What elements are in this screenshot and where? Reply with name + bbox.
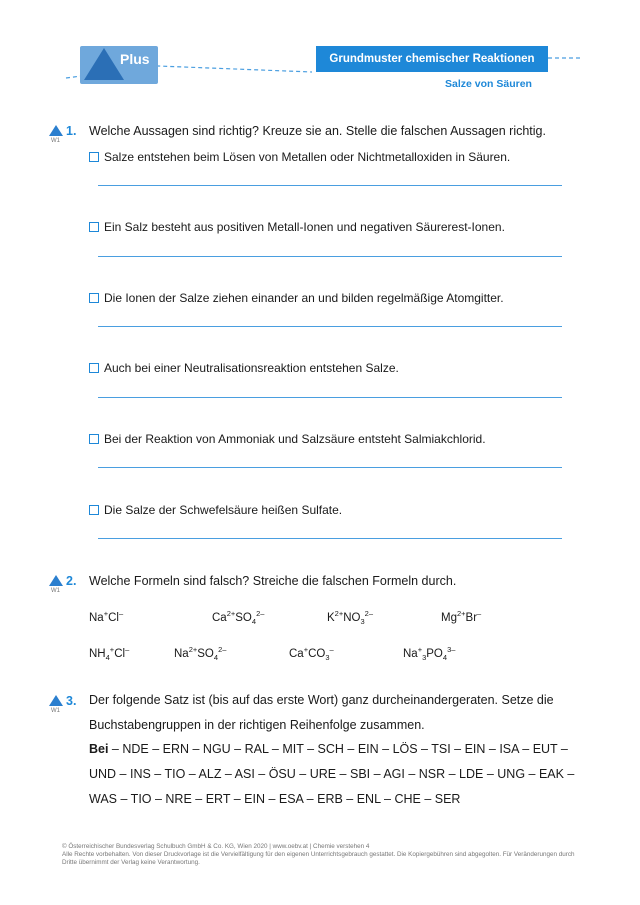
task-level: W1	[51, 138, 60, 144]
checkbox[interactable]	[89, 152, 99, 162]
checkbox[interactable]	[89, 363, 99, 373]
statement-1[interactable]	[89, 150, 510, 164]
task-1-question: Welche Aussagen sind richtig? Kreuze sie an. Stelle die falschen Aussagen richtig.	[89, 124, 546, 138]
answer-line[interactable]	[98, 397, 562, 398]
task-3-marker	[49, 695, 65, 714]
answer-line[interactable]	[98, 326, 562, 327]
checkbox[interactable]	[89, 434, 99, 444]
statement-text: Ein Salz besteht aus positiven Metall-Ionen und negativen Säurerest-Ionen.	[104, 220, 505, 234]
task-2-question: Welche Formeln sind falsch? Streiche die falschen Formeln durch.	[89, 574, 457, 588]
answer-line[interactable]	[98, 185, 562, 186]
logo-text: Plus	[120, 51, 150, 67]
statement-text: Salze entstehen beim Lösen von Metallen oder Nichtmetalloxiden in Säuren.	[104, 150, 511, 164]
statement-text: Die Ionen der Salze ziehen einander an und bilden regelmäßige Atomgitter.	[104, 291, 504, 305]
formula-1[interactable]: Na+Cl–	[89, 609, 124, 624]
statement-2[interactable]	[89, 220, 505, 234]
formula-6[interactable]: $Na^{2+}SO_4^{2-}$	[174, 645, 227, 663]
answer-line[interactable]	[98, 256, 562, 257]
answer-line[interactable]	[98, 538, 562, 539]
triangle-icon	[49, 575, 63, 586]
checkbox[interactable]	[89, 293, 99, 303]
statement-text: Bei der Reaktion von Ammoniak und Salzsäure entsteht Salmiakchlorid.	[104, 432, 486, 446]
triangle-logo-icon	[84, 48, 124, 80]
task-level: W1	[51, 588, 60, 594]
task-2-marker	[49, 575, 65, 594]
statement-3[interactable]	[89, 291, 504, 305]
formula-8[interactable]: $Na^+_3PO_4^{3-}$	[403, 645, 456, 663]
first-word: Bei	[89, 742, 109, 756]
task-2-number: 2.	[66, 574, 77, 588]
formula-5[interactable]: $NH_4^+Cl^-$	[89, 645, 130, 663]
task-3-number: 3.	[66, 694, 77, 708]
answer-line[interactable]	[98, 467, 562, 468]
section-subtitle: Salze von Säuren	[445, 78, 532, 90]
formula-7[interactable]: $Ca^+CO_3^-$	[289, 645, 334, 663]
checkbox[interactable]	[89, 505, 99, 515]
scrambled-groups: – NDE – ERN – NGU – RAL – MIT – SCH – EIN – LÖS – TSI – EIN – ISA – EUT – UND – INS – TIO – ALZ – ASI – ÖSU – URE – SBI – AGI – NSR – LDE – UNG – EAK – WAS – TIO – NRE – ERT – EIN – ESA – ERB – ENL – CHE – SER	[89, 742, 575, 806]
footer-rights: Alle Rechte vorbehalten. Von dieser Druckvorlage ist die Vervielfältigung für den eigenen Unterrichtsgebrauch gestattet. Die Kopiergebühren sind abgegolten. Für Veränderungen durch Dritte übernimmt der Verlag keine Verantwortung.	[62, 851, 575, 866]
chapter-title: Grundmuster chemischer Reaktionen	[316, 46, 548, 72]
statement-4[interactable]	[89, 361, 399, 375]
formula-3[interactable]: $K^{2+}NO_3^{2-}$	[327, 609, 373, 627]
task-3-letter-groups	[89, 737, 579, 812]
formula-2[interactable]: $Ca^{2+}SO_4^{2-}$	[212, 609, 265, 627]
statement-text: Die Salze der Schwefelsäure heißen Sulfate.	[104, 503, 343, 517]
statement-6[interactable]	[89, 503, 342, 517]
footer-copyright: © Österreichischer Bundesverlag Schulbuch GmbH & Co. KG, Wien 2020 | www.oebv.at | Chemie verstehen 4	[62, 843, 370, 850]
triangle-icon	[49, 695, 63, 706]
task-level: W1	[51, 708, 60, 714]
task-1-marker	[49, 125, 65, 144]
triangle-icon	[49, 125, 63, 136]
formula-4[interactable]: $Mg^{2+}Br^-$	[441, 609, 482, 624]
statement-text: Auch bei einer Neutralisationsreaktion entstehen Salze.	[104, 361, 399, 375]
task-1-number: 1.	[66, 124, 77, 138]
task-3-question: Der folgende Satz ist (bis auf das erste Wort) ganz durcheinandergeraten. Setze die Buchstabengruppen in der richtigen Reihenfolge zusammen.	[89, 693, 554, 732]
checkbox[interactable]	[89, 222, 99, 232]
statement-5[interactable]	[89, 432, 486, 446]
